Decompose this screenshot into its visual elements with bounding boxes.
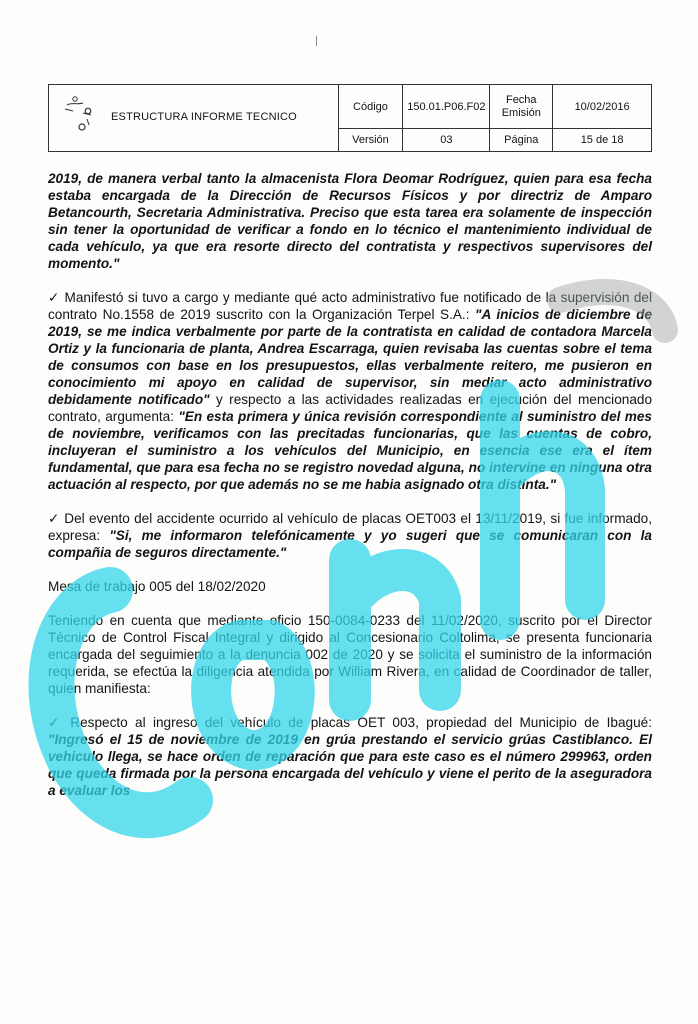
paragraph-supervision — [48, 289, 652, 493]
paragraph-oficio: Teniendo en cuenta que mediante oficio 150-0084-0233 del 11/02/2020, suscrito por el Director Técnico de Control Fiscal Integral y dirigido al Concesionario Coltolima, se presenta funcionaria encargada del seguimiento a la denuncia 002 de 2020 y se solicita el suministro de la información requerida, se efectúa la diligencia atendida por William Rivera, en calidad de Coordinador de taller, quien manifiesta: — [48, 613, 652, 696]
pagina-label: Página — [490, 129, 553, 152]
quote-run: "En esta primera y única revisión correspondiente al suministro del mes de noviembre, verificamos con las precitadas funcionarias, que las cuentas de cobro, incluyeran el suministro a los vehículos del Municipio, en esencia ese era el ítem fundamental, que para esa fecha no se registro novedad alguna, no intervine en ninguna otra actuación al respecto, por que además no se me habia asignado otra distinta." — [48, 409, 652, 492]
checkmark-icon: ✓ — [48, 715, 63, 730]
scan-mark — [316, 36, 317, 46]
paragraph-vehicle-entry — [48, 714, 652, 799]
paragraph-accident — [48, 510, 652, 561]
version-label: Versión — [338, 129, 403, 152]
checkmark-icon: ✓ — [48, 290, 61, 305]
pagina-value: 15 de 18 — [553, 129, 652, 152]
header-logo-cell — [49, 85, 339, 152]
document-header-table — [48, 84, 652, 152]
header-title: ESTRUCTURA INFORME TECNICO — [111, 111, 297, 123]
version-value: 03 — [403, 129, 490, 152]
codigo-value: 150.01.P06.F02 — [403, 85, 490, 129]
codigo-label: Código — [338, 85, 403, 129]
paragraph-continuation: 2019, de manera verbal tanto la almacenista Flora Deomar Rodríguez, quien para esa fecha estaba encargada de la Dirección de Recursos Físicos y por directriz de Amparo Betancourth, Secretaria Administrativa. Preciso que esta tarea era solamente de inspección sin tener la oportunidad de verificar a fondo en lo técnico el mantenimiento individual de cada vehículo, ya que era resorte directo del contratista y respectivos supervisores del momento." — [48, 171, 652, 271]
text-run: Manifestó si tuvo a cargo y mediante qué acto administrativo fue notificado de la supervisión del contrato No.1558 de 2019 suscrito con la Organización Terpel S.A.: — [48, 290, 652, 322]
quote-run: "Ingresó el 15 de noviembre de 2019 en grúa prestando el servicio grúas Castiblanco. El vehiculo llega, se hace orden de reparación que para este caso es el número 299963, orden que queda firmada por la persona encargada del vehículo y viene el perito de la aseguradora a evaluar los — [48, 732, 652, 798]
text-run: Del evento del accidente ocurrido al vehículo de placas OET003 el 13/11/2019, si fue informado, expresa: — [48, 511, 652, 543]
text-run: y respecto a las actividades realizadas en ejecución del mencionado contrato, argumenta: — [48, 392, 653, 424]
checkmark-icon: ✓ — [48, 511, 60, 526]
quote-run: "A inicios de diciembre de 2019, se me indica verbalmente por parte de la contratista en calidad de contadora Marcela Ortiz y la funcionaria de planta, Andrea Escarraga, quien revisaba las cuentas sobre el tema de consumos con base en los presupuestos, ellas verbalmente reitero, me pusieron en conocimiento mi apoyo en calidad de supervisor, sin mediar acto administrativo debidamente notificado" — [48, 307, 653, 407]
fecha-emision-label: Fecha Emisión — [490, 85, 553, 129]
section-heading: Mesa de trabajo 005 del 18/02/2020 — [48, 579, 266, 594]
fecha-emision-value: 10/02/2016 — [553, 85, 652, 129]
document-body — [48, 170, 652, 799]
text-run: Respecto al ingreso del vehículo de placas OET 003, propiedad del Municipio de Ibagué: — [62, 715, 652, 730]
institution-logo-icon — [61, 93, 101, 133]
quote-run: "Si, me informaron telefónicamente y yo sugeri que se comunicaran con la compañia de seguros directamente." — [48, 528, 652, 560]
